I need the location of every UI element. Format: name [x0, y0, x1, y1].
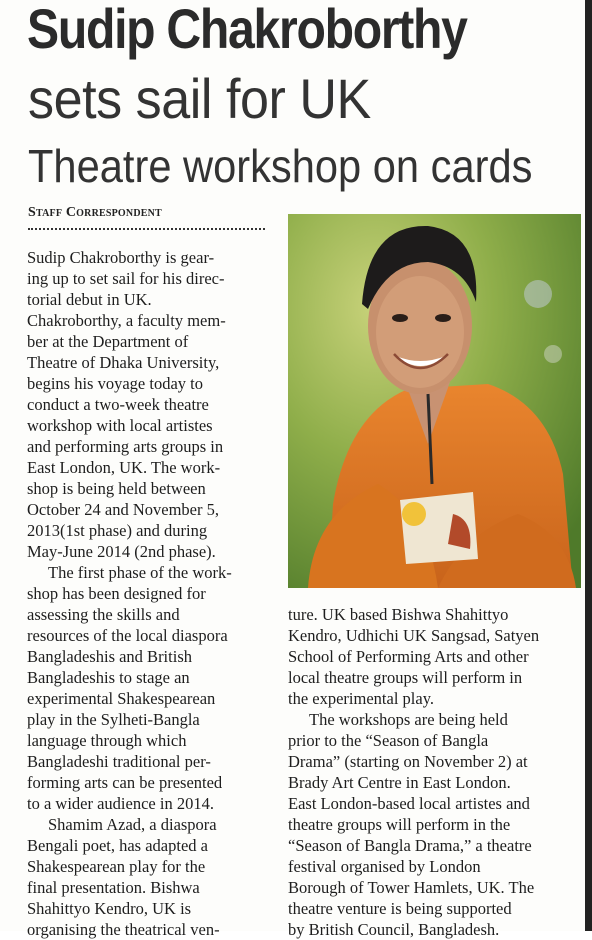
page-edge: [585, 0, 592, 931]
portrait-photo: [288, 214, 581, 588]
text-line: Theatre of Dhaka University,: [27, 353, 220, 372]
text-line: workshop with local artistes: [27, 416, 213, 435]
text-line: 2013(1st phase) and during: [27, 521, 208, 540]
text-line: Shakespearean play for the: [27, 857, 206, 876]
text-line: The workshops are being held: [309, 710, 508, 729]
text-line: East London, UK. The work-: [27, 458, 221, 477]
text-line: festival organised by London: [288, 857, 481, 876]
text-line: theatre venture is being supported: [288, 899, 512, 918]
article-column-2: [288, 604, 584, 940]
text-line: Kendro, Udhichi UK Sangsad, Satyen: [288, 626, 540, 645]
portrait-illustration: [288, 214, 581, 588]
text-line: begins his voyage today to: [27, 374, 203, 393]
text-line: assessing the skills and: [27, 605, 180, 624]
text-line: torial debut in UK.: [27, 290, 152, 309]
text-line: prior to the “Season of Bangla: [288, 731, 489, 750]
text-line: The first phase of the work-: [48, 563, 232, 582]
text-line: conduct a two-week theatre: [27, 395, 209, 414]
text-line: Shahittyo Kendro, UK is: [27, 899, 192, 918]
text-line: October 24 and November 5,: [27, 500, 219, 519]
text-line: Drama” (starting on November 2) at: [288, 752, 528, 771]
text-line: Borough of Tower Hamlets, UK. The: [288, 878, 535, 897]
text-line: to a wider audience in 2014.: [27, 794, 214, 813]
text-line: Bangladeshis and British: [27, 647, 192, 666]
text-line: Bangladeshis to stage an: [27, 668, 190, 687]
text-line: shop has been designed for: [27, 584, 206, 603]
text-line: and performing arts groups in: [27, 437, 224, 456]
text-line: School of Performing Arts and other: [288, 647, 529, 666]
text-line: organising the theatrical ven-: [27, 920, 220, 939]
headline-main: Sudip Chakroborthy: [27, 0, 467, 60]
text-line: forming arts can be presented: [27, 773, 223, 792]
byline-divider: [28, 228, 265, 230]
text-line: play in the Sylheti-Bangla: [27, 710, 200, 729]
text-line: final presentation. Bishwa: [27, 878, 200, 897]
text-line: Chakroborthy, a faculty mem-: [27, 311, 226, 330]
text-line: experimental Shakespearean: [27, 689, 216, 708]
text-line: “Season of Bangla Drama,” a theatre: [288, 836, 532, 855]
text-line: theatre groups will perform in the: [288, 815, 511, 834]
article-column-1: [27, 247, 267, 940]
text-line: ture. UK based Bishwa Shahittyo: [288, 605, 509, 624]
text-line: Shamim Azad, a diaspora: [48, 815, 217, 834]
text-line: ing up to set sail for his direc-: [27, 269, 225, 288]
text-line: Bengali poet, has adapted a: [27, 836, 208, 855]
text-line: local theatre groups will perform in: [288, 668, 523, 687]
text-line: by British Council, Bangladesh.: [288, 920, 500, 939]
text-line: Brady Art Centre in East London.: [288, 773, 511, 792]
text-line: the experimental play.: [288, 689, 434, 708]
text-line: East London-based local artistes and: [288, 794, 530, 813]
text-line: resources of the local diaspora: [27, 626, 228, 645]
text-line: Bangladeshi traditional per-: [27, 752, 211, 771]
text-line: ber at the Department of: [27, 332, 189, 351]
text-line: Sudip Chakroborthy is gear-: [27, 248, 215, 267]
text-line: language through which: [27, 731, 187, 750]
headline-sub: sets sail for UK: [28, 67, 371, 130]
headline-kicker: Theatre workshop on cards: [28, 140, 533, 192]
text-line: May-June 2014 (2nd phase).: [27, 542, 216, 561]
text-line: shop is being held between: [27, 479, 206, 498]
byline: Staff Correspondent: [28, 205, 162, 220]
